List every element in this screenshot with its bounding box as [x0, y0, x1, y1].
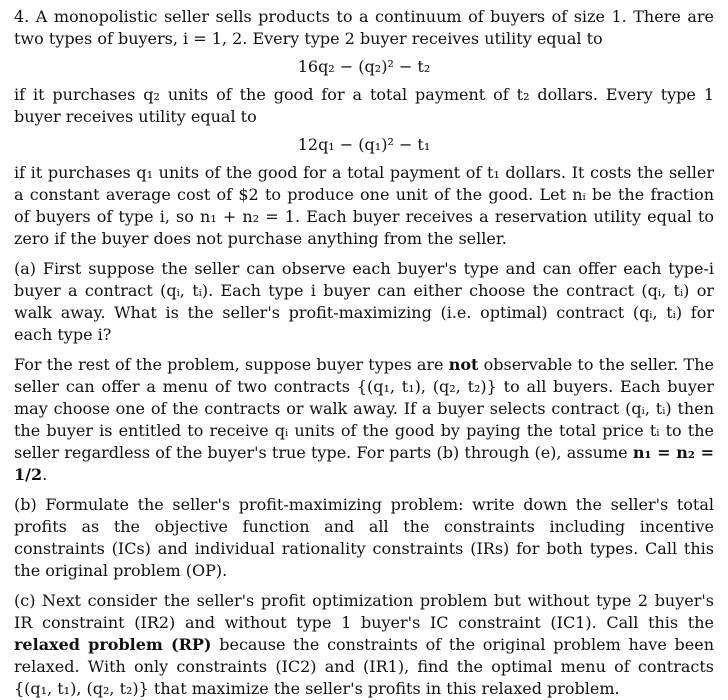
rest-bold-assumption: n₁ = n₂ = 1/2 — [14, 443, 714, 484]
rest-text-post: observable to the seller. The seller can offer a menu of two contracts {(q₁, t₁), (q₂, t₂)} to all buyers. Each buyer may choose one of the contracts or walk away. If a buyer selects contract (qᵢ, tᵢ) then the buyer is entitled to receive qᵢ units of the good by paying the total price tᵢ to the seller regardless of the buyer's true type. For parts (b) through (e), assume — [14, 355, 715, 462]
intro-paragraph-1: 4. A monopolistic seller sells products to a continuum of buyers of size 1. There are two types of buyers, i = 1, 2. Every type 2 buyer receives utility equal to — [14, 7, 714, 48]
part-b-paragraph: (b) Formulate the seller's profit-maximizing problem: write down the seller's total profits as the objective function and all the constraints including incentive constraints (ICs) and individual rationality constraints (IRs) for both types. Call this the original problem (OP). — [14, 495, 714, 580]
rest-text-pre: For the rest of the problem, suppose buyer types are — [14, 355, 449, 374]
unobservable-types-paragraph — [14, 354, 714, 486]
rest-text-end: . — [42, 465, 48, 484]
type1-utility-equation: 12q₁ − (q₁)² − t₁ — [297, 135, 431, 154]
type2-utility-equation: 16q₂ − (q₂)² − t₂ — [297, 57, 431, 76]
intro-paragraph-3: if it purchases q₁ units of the good for a total payment of t₁ dollars. It costs the seller a constant average cost of $2 to produce one unit of the good. Let nᵢ be the fraction of buyers of type i, so n₁ + n₂ = 1. Each buyer receives a reservation utility equal to zero if the buyer does not purchase anything from the seller. — [14, 163, 714, 248]
rest-bold-not: not — [448, 355, 479, 374]
part-a-paragraph: (a) First suppose the seller can observe each buyer's type and can offer each type-i buyer a contract (qᵢ, tᵢ). Each type i buyer can either choose the contract (qᵢ, tᵢ) or walk away. What is the seller's profit-maximizing (i.e. optimal) contract (qᵢ, tᵢ) for each type i? — [14, 259, 714, 344]
part-c-bold-relaxed: relaxed problem (RP) — [14, 635, 212, 654]
part-c-paragraph — [14, 590, 714, 700]
part-c-text-post: because the constraints of the original problem have been relaxed. With only constraints (IC2) and (IR1), find the optimal menu of contracts {(q₁, t₁), (q₂, t₂)} that maximize the seller's profits in this relaxed problem. — [14, 635, 715, 698]
part-c-text-pre: (c) Next consider the seller's profit optimization problem but without type 2 buyer's IR constraint (IR2) and without type 1 buyer's IC constraint (IC1). Call this the — [14, 591, 714, 632]
intro-paragraph-2: if it purchases q₂ units of the good for a total payment of t₂ dollars. Every type 1 buyer receives utility equal to — [14, 85, 714, 126]
